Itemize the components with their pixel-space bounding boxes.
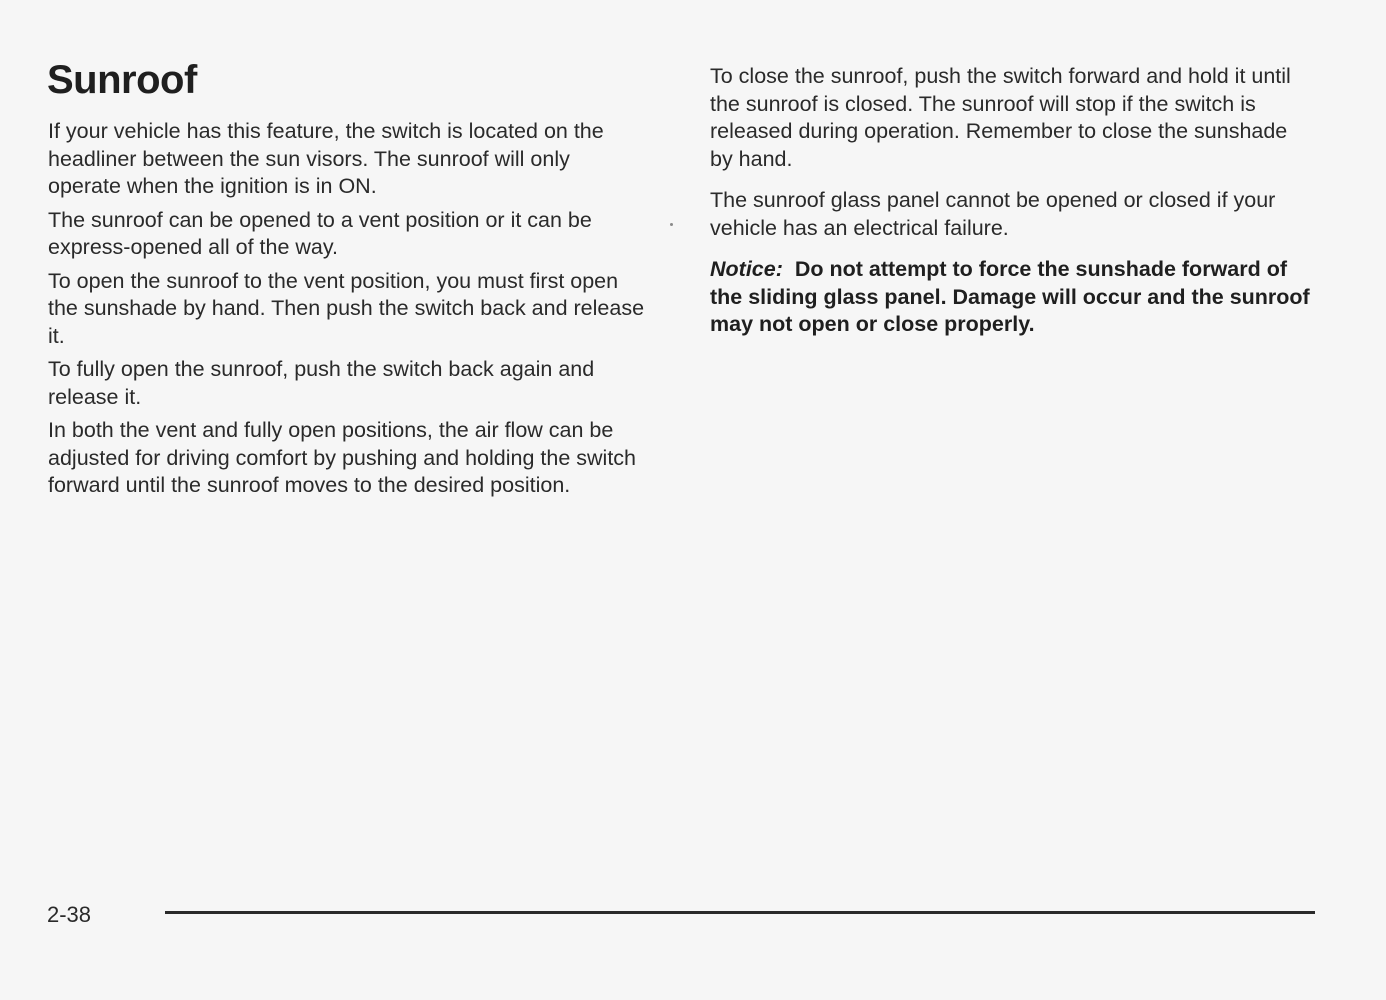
paragraph-open-modes: The sunroof can be opened to a vent position or it can be express-opened all of the way. — [48, 207, 592, 259]
paragraph-vent-position: To open the sunroof to the vent position, you must first open the sunshade by hand. Then push the switch back and release it. — [48, 268, 645, 348]
left-column — [48, 118, 648, 506]
notice-label: Notice: — [710, 257, 783, 281]
paragraph-switch-location: If your vehicle has this feature, the switch is located on the headliner between the sun visors. The sunroof will only operate when the ignition is in ON. — [48, 119, 604, 198]
page-title: Sunroof — [47, 58, 197, 102]
paragraph-close-sunroof: To close the sunroof, push the switch forward and hold it until the sunroof is closed. The sunroof will stop if the switch is released during operation. Remember to close the sunshade by hand. — [710, 64, 1291, 171]
right-column — [710, 63, 1310, 353]
footer-rule — [165, 911, 1315, 914]
paragraph-air-flow: In both the vent and fully open positions, the air flow can be adjusted for driving comfort by pushing and holding the switch forward until the sunroof moves to the desired position. — [48, 418, 637, 497]
paragraph-fully-open: To fully open the sunroof, push the switch back again and release it. — [48, 357, 595, 409]
notice-text: Do not attempt to force the sunshade forward of the sliding glass panel. Damage will occur and the sunroof may not open or close properly. — [710, 257, 1310, 336]
notice-block — [710, 256, 1310, 339]
page-number: 2-38 — [47, 902, 92, 927]
paragraph-electrical-failure: The sunroof glass panel cannot be opened or closed if your vehicle has an electrical failure. — [710, 188, 1276, 240]
stray-dot — [670, 223, 673, 226]
